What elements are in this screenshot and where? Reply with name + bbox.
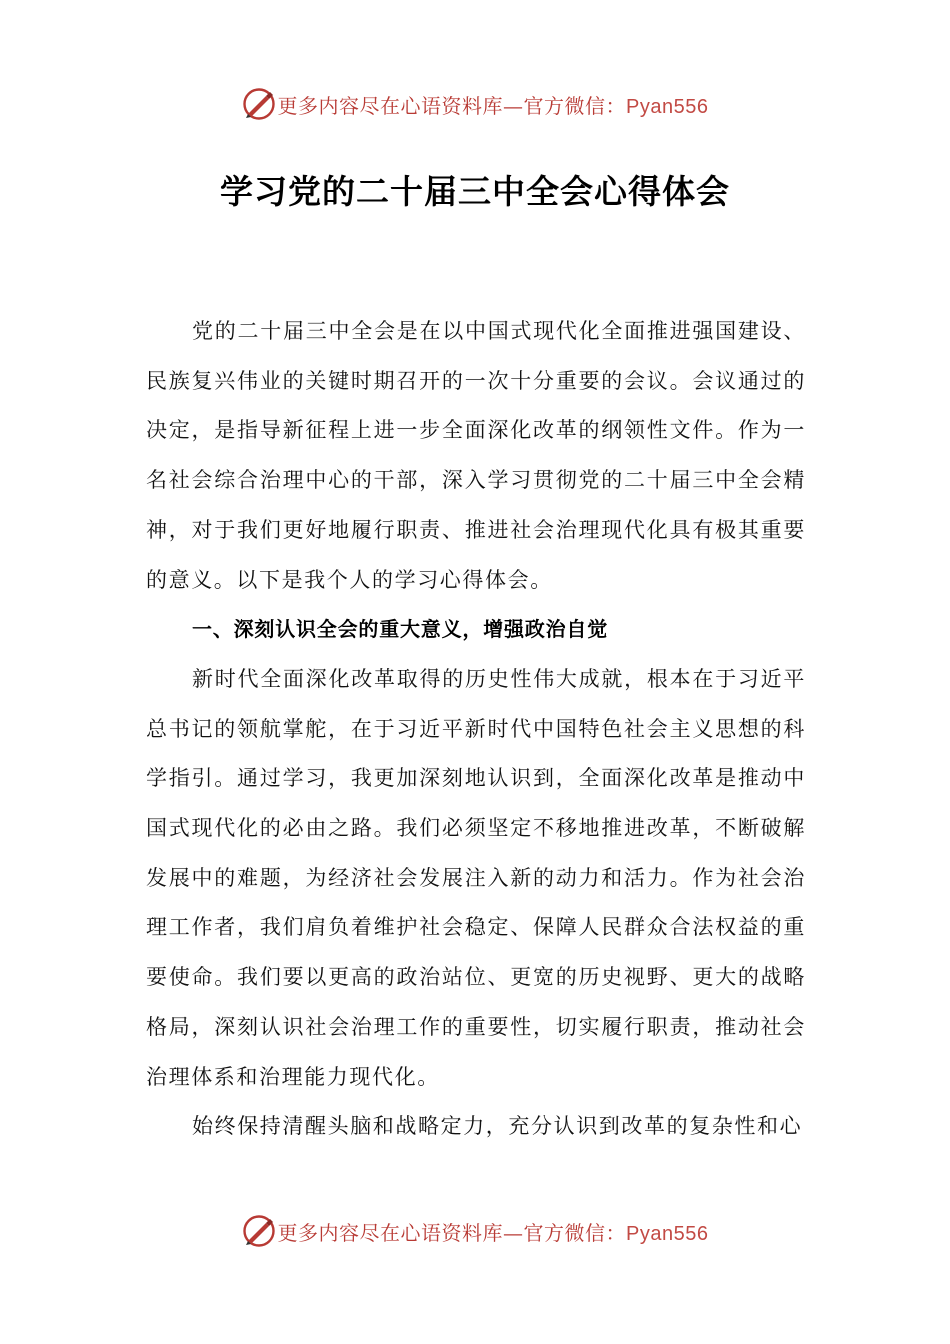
paragraph-body-2: 始终保持清醒头脑和战略定力，充分认识到改革的复杂性和心	[192, 1114, 803, 1139]
document-title: 学习党的二十届三中全会心得体会	[220, 172, 730, 211]
document-body	[146, 307, 806, 1152]
header-watermark	[0, 84, 950, 124]
pen-logo-icon	[242, 1214, 276, 1248]
paragraph-intro: 党的二十届三中全会是在以中国式现代化全面推进强国建设、民族复兴伟业的关键时期召开的一次十分重要的会议。会议通过的决定，是指导新征程上进一步全面深化改革的纲领性文件。作为一名社会综合治理中心的干部，深入学习贯彻党的二十届三中全会精神，对于我们更好地履行职责、推进社会治理现代化具有极其重要的意义。以下是我个人的学习心得体会。	[146, 319, 806, 592]
paragraph-body-1: 新时代全面深化改革取得的历史性伟大成就，根本在于习近平总书记的领航掌舵，在于习近平新时代中国特色社会主义思想的科学指引。通过学习，我更加深刻地认识到，全面深化改革是推动中国式现代化的必由之路。我们必须坚定不移地推进改革，不断破解发展中的难题，为经济社会发展注入新的动力和活力。作为社会治理工作者，我们肩负着维护社会稳定、保障人民群众合法权益的重要使命。我们要以更高的政治站位、更宽的历史视野、更大的战略格局，深刻认识社会治理工作的重要性，切实履行职责，推动社会治理体系和治理能力现代化。	[146, 666, 806, 1089]
watermark-label: 更多内容尽在心语资料库—官方微信：	[277, 93, 627, 118]
footer-watermark	[0, 1211, 950, 1251]
watermark-wechat-id: Pyan556	[626, 95, 709, 118]
pen-logo-icon	[242, 87, 276, 121]
watermark-wechat-id: Pyan556	[626, 1222, 709, 1245]
watermark-label: 更多内容尽在心语资料库—官方微信：	[277, 1220, 627, 1245]
section-heading-1: 一、深刻认识全会的重大意义，增强政治自觉	[192, 617, 608, 642]
watermark-text	[278, 90, 709, 119]
watermark-text	[278, 1217, 709, 1246]
